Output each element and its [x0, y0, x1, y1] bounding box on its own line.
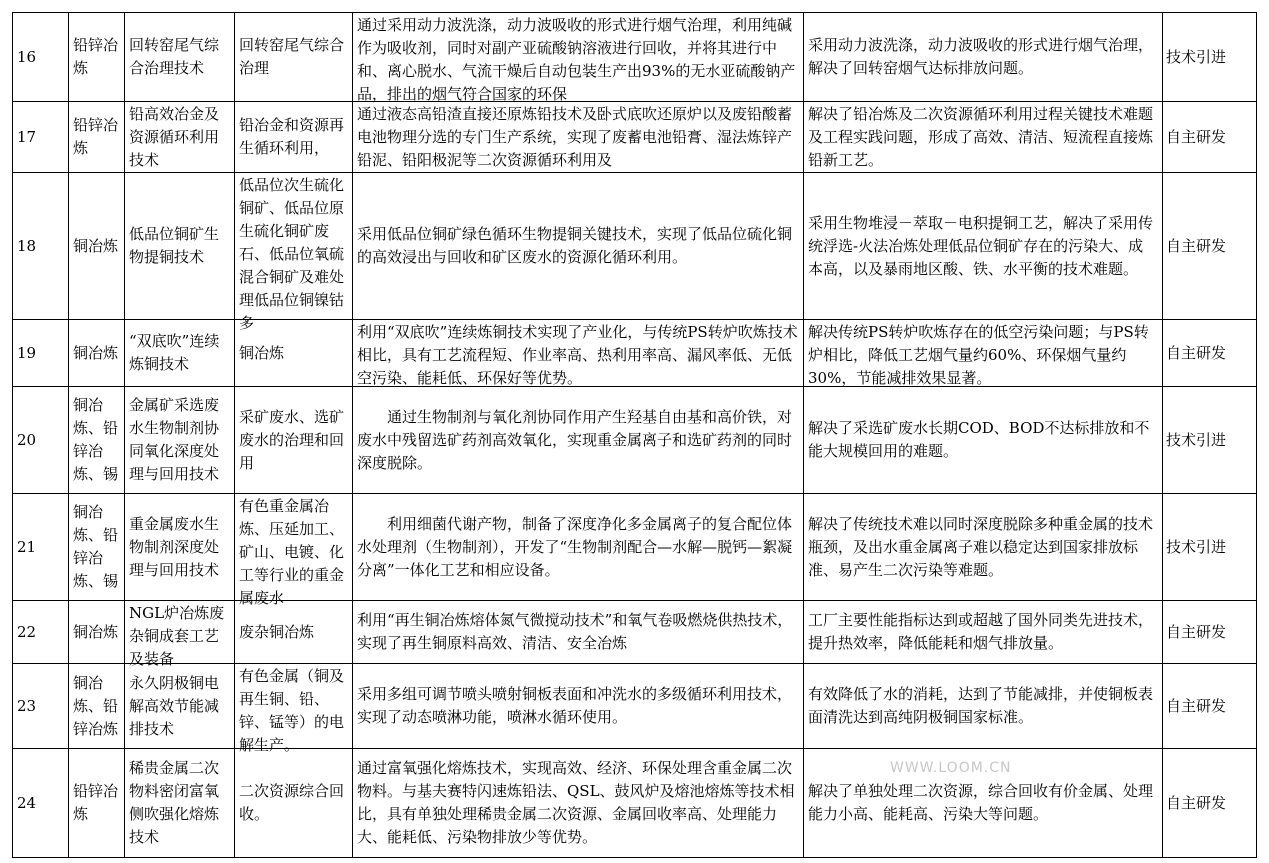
effect-cell-text: 解决了单独处理二次资源，综合回收有价金属、处理能力小高、能耗高、污染大等问题。	[808, 782, 1154, 823]
table-row	[13, 13, 1257, 102]
industry-cell-text: 铅锌冶炼	[73, 782, 119, 823]
source-cell-text: 自主研发	[1166, 622, 1227, 641]
effect-cell	[804, 173, 1163, 320]
row-number-text: 22	[17, 622, 37, 641]
description-cell-text: 采用低品位铜矿绿色循环生物提铜关键技术，实现了低品位硫化铜的高效浸出与回收和矿区废水的资源化循环利用。	[357, 225, 793, 266]
row-number	[13, 173, 69, 320]
scope-cell-text: 低品位次生硫化铜矿、低品位原生硫化铜矿废石、低品位氧硫混合铜矿及难处理低品位铜镍钴多	[239, 176, 345, 332]
industry-cell	[69, 664, 125, 749]
table-row	[13, 320, 1257, 387]
description-cell	[353, 494, 804, 601]
effect-cell	[804, 601, 1163, 664]
effect-cell	[804, 320, 1163, 387]
scope-cell	[235, 749, 353, 858]
description-cell-text: 通过生物制剂与氧化剂协同作用产生羟基自由基和高价铁，对废水中残留选矿药剂高效氧化，实现重金属离子和选矿药剂的同时深度脱除。	[357, 407, 793, 472]
scope-cell	[235, 102, 353, 173]
table-row	[13, 173, 1257, 320]
table-row	[13, 102, 1257, 173]
description-cell-text: 利用“双底吹”连续炼铜技术实现了产业化，与传统PS转炉吹炼技术相比，具有工艺流程短、作业率高、热利用率高、漏风率低、无低空污染、能耗低、环保好等优势。	[357, 323, 798, 387]
industry-cell	[69, 102, 125, 173]
scope-cell	[235, 494, 353, 607]
scope-cell	[235, 664, 353, 754]
table-row	[13, 664, 1257, 749]
description-cell-text: 采用多组可调节喷头喷射铜板表面和冲洗水的多级循环利用技术，实现了动态喷淋功能，喷淋水循环使用。	[357, 685, 793, 726]
source-cell-text: 自主研发	[1166, 343, 1227, 362]
tech-name-cell-text: 铅高效冶金及资源循环利用技术	[129, 105, 220, 169]
tech-name-cell-text: “双底吹”连续炼铜技术	[129, 332, 220, 373]
row-number	[13, 13, 69, 102]
industry-cell	[69, 320, 125, 387]
scope-cell-text: 采矿废水、选矿废水的治理和回用	[239, 407, 345, 472]
row-number-text: 17	[17, 127, 37, 146]
table-body	[13, 13, 1257, 858]
industry-cell-text: 铜冶炼、铅锌冶炼、锡	[73, 396, 119, 483]
industry-cell-text: 铜冶炼	[73, 236, 119, 255]
row-number-text: 16	[17, 47, 37, 66]
tech-name-cell	[125, 494, 235, 601]
row-number-text: 23	[17, 696, 37, 715]
row-number	[13, 664, 69, 749]
description-cell	[353, 320, 804, 387]
description-cell	[353, 13, 804, 102]
industry-cell-text: 铜冶炼	[73, 622, 119, 641]
row-number	[13, 320, 69, 387]
scope-cell-text: 铜冶炼	[239, 343, 285, 362]
industry-cell-text: 铜冶炼、铅锌冶炼、锡	[73, 503, 119, 590]
industry-cell-text: 铜冶炼、铅锌冶炼	[73, 673, 119, 738]
tech-name-cell-text: 重金属废水生物制剂深度处理与回用技术	[129, 514, 220, 579]
description-cell	[353, 387, 804, 494]
effect-cell	[804, 13, 1163, 102]
row-number-text: 21	[17, 537, 37, 556]
source-cell	[1163, 173, 1257, 320]
source-cell	[1163, 601, 1257, 664]
industry-cell	[69, 387, 125, 494]
tech-name-cell-text: 稀贵金属二次物料密闭富氧侧吹强化熔炼技术	[129, 759, 220, 846]
description-cell-text: 通过采用动力波洗涤，动力波吸收的形式进行烟气治理，利用纯碱作为吸收剂，同时对副产亚硫酸钠溶液进行回收，并将其进行中和、离心脱水、气流干燥后自动包装生产出93%的无水亚硫酸钠产品，排出的烟气符合国家的环保	[357, 16, 796, 103]
tech-name-cell	[125, 387, 235, 494]
source-cell-text: 技术引进	[1166, 47, 1227, 66]
watermark: WWW.LOOM.CN	[890, 760, 1012, 776]
table-row	[13, 387, 1257, 494]
effect-cell-text: 工厂主要性能指标达到或超越了国外同类先进技术，提升热效率，降低能耗和烟气排放量。	[808, 611, 1154, 652]
effect-cell	[804, 102, 1163, 173]
row-number-text: 19	[17, 343, 37, 362]
source-cell-text: 技术引进	[1166, 537, 1227, 556]
description-cell-text: 通过富氧强化熔炼技术，实现高效、经济、环保处理含重金属二次物料。与基夫赛特闪速炼铅法、QSL、鼓风炉及熔池熔炼等技术相比，具有单独处理稀贵金属二次资源、金属回收率高、处理能力大、能耗低、污染物排放少等优势。	[357, 759, 795, 846]
tech-name-cell	[125, 749, 235, 858]
effect-cell-text: 解决了传统技术难以同时深度脱除多种重金属的技术瓶颈，及出水重金属离子难以稳定达到国家排放标准、易产生二次污染等难题。	[808, 514, 1154, 579]
industry-cell	[69, 601, 125, 664]
source-cell-text: 自主研发	[1166, 236, 1227, 255]
source-cell-text: 技术引进	[1166, 430, 1227, 449]
row-number	[13, 102, 69, 173]
row-number	[13, 601, 69, 664]
effect-cell-text: 解决传统PS转炉吹炼存在的低空污染问题；与PS转炉相比，降低工艺烟气量约60%、环保烟气量约30%，节能减排效果显著。	[808, 323, 1149, 387]
industry-cell	[69, 13, 125, 102]
scope-cell-text: 回转窑尾气综合治理	[239, 36, 345, 77]
scope-cell	[235, 387, 353, 494]
source-cell	[1163, 13, 1257, 102]
tech-name-cell-text: 回转窑尾气综合治理技术	[129, 36, 220, 77]
source-cell	[1163, 387, 1257, 494]
industry-cell	[69, 749, 125, 858]
row-number-text: 24	[17, 793, 37, 812]
tech-name-cell	[125, 13, 235, 102]
tech-name-cell-text: NGL炉冶炼废杂铜成套工艺及装备	[129, 604, 225, 668]
scope-cell	[235, 173, 353, 332]
description-cell	[353, 664, 804, 749]
industry-cell-text: 铜冶炼	[73, 343, 119, 362]
source-cell-text: 自主研发	[1166, 793, 1227, 812]
description-cell	[353, 601, 804, 664]
source-cell	[1163, 102, 1257, 173]
row-number	[13, 749, 69, 858]
description-cell-text: 利用“再生铜冶炼熔体氮气微搅动技术”和氧气卷吸燃烧供热技术，实现了再生铜原料高效、清洁、安全冶炼	[357, 611, 793, 652]
tech-name-cell	[125, 601, 235, 668]
technology-table	[12, 12, 1257, 858]
source-cell	[1163, 664, 1257, 749]
tech-name-cell-text: 金属矿采选废水生物制剂协同氧化深度处理与回用技术	[129, 396, 220, 483]
source-cell-text: 自主研发	[1166, 127, 1227, 146]
table-row	[13, 749, 1257, 858]
table-row	[13, 494, 1257, 601]
tech-name-cell	[125, 320, 235, 387]
description-cell-text: 利用细菌代谢产物，制备了深度净化多金属离子的复合配位体水处理剂（生物制剂），开发了“生物制剂配合—水解—脱钙—絮凝分离”一体化工艺和相应设备。	[357, 514, 793, 579]
industry-cell	[69, 494, 125, 601]
row-number	[13, 387, 69, 494]
effect-cell-text: 采用动力波洗涤，动力波吸收的形式进行烟气治理，解决了回转窑烟气达标排放问题。	[808, 36, 1154, 77]
source-cell	[1163, 749, 1257, 858]
description-cell-text: 通过液态高铅渣直接还原炼铅技术及卧式底吹还原炉以及废铅酸蓄电池物理分选的专门生产系统，实现了废蓄电池铅膏、湿法炼锌产铅泥、铅阳极泥等二次资源循环利用及	[357, 105, 793, 169]
source-cell	[1163, 320, 1257, 387]
scope-cell-text: 有色金属（铜及再生铜、铅、锌、锰等）的电解生产。	[239, 667, 345, 754]
source-cell-text: 自主研发	[1166, 696, 1227, 715]
effect-cell	[804, 387, 1163, 494]
tech-name-cell	[125, 664, 235, 749]
tech-name-cell	[125, 102, 235, 173]
scope-cell	[235, 13, 353, 102]
effect-cell-text: 采用生物堆浸－萃取－电积提铜工艺，解决了采用传统浮选-火法冶炼处理低品位铜矿存在的污染大、成本高，以及暴雨地区酸、铁、水平衡的技术难题。	[808, 213, 1154, 278]
industry-cell-text: 铅锌冶炼	[73, 116, 119, 157]
effect-cell	[804, 749, 1163, 858]
effect-cell-text: 解决了铅冶炼及二次资源循环利用过程关键技术难题及工程实践问题，形成了高效、清洁、短流程直接炼铅新工艺。	[808, 105, 1154, 169]
description-cell	[353, 102, 804, 173]
scope-cell-text: 有色重金属冶炼、压延加工、矿山、电镀、化工等行业的重金属废水	[239, 497, 345, 607]
table-row	[13, 601, 1257, 664]
tech-name-cell-text: 低品位铜矿生物提铜技术	[129, 225, 220, 266]
tech-name-cell	[125, 173, 235, 320]
industry-cell-text: 铅锌冶炼	[73, 36, 119, 77]
scope-cell-text: 二次资源综合回收。	[239, 782, 345, 823]
effect-cell-text: 解决了采选矿废水长期COD、BOD不达标排放和不能大规模回用的难题。	[808, 419, 1150, 460]
effect-cell	[804, 664, 1163, 749]
row-number-text: 20	[17, 430, 37, 449]
source-cell	[1163, 494, 1257, 601]
scope-cell-text: 铅冶金和资源再生循环利用，	[239, 116, 345, 157]
row-number-text: 18	[17, 236, 37, 255]
effect-cell	[804, 494, 1163, 601]
row-number	[13, 494, 69, 601]
effect-cell-text: 有效降低了水的消耗，达到了节能减排，并使铜板表面清洗达到高纯阴极铜国家标准。	[808, 685, 1154, 726]
scope-cell-text: 废杂铜冶炼	[239, 622, 315, 641]
tech-name-cell-text: 永久阴极铜电解高效节能减排技术	[129, 673, 220, 738]
description-cell	[353, 749, 804, 858]
industry-cell	[69, 173, 125, 320]
description-cell	[353, 173, 804, 320]
